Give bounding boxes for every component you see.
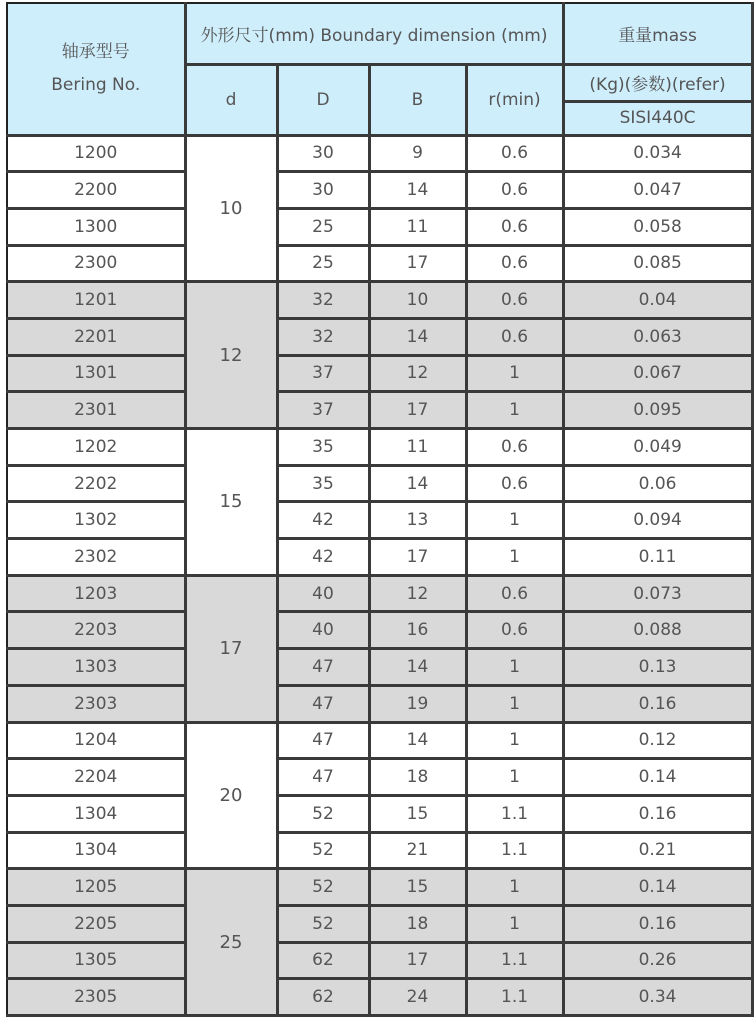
cell-bearing-no: 1200	[7, 135, 185, 172]
cell-width-B: 12	[369, 355, 466, 392]
cell-outer-D: 52	[277, 795, 369, 832]
header-boundary-dimension: 外形尺寸(mm) Boundary dimension (mm)	[185, 3, 563, 64]
header-col-d: d	[185, 64, 277, 135]
cell-outer-D: 47	[277, 759, 369, 796]
cell-outer-D: 47	[277, 649, 369, 686]
table-row	[7, 392, 752, 429]
table-row	[7, 649, 752, 686]
cell-r-min: 1	[466, 905, 563, 942]
cell-outer-D: 35	[277, 429, 369, 466]
cell-width-B: 11	[369, 429, 466, 466]
cell-bearing-no: 1202	[7, 429, 185, 466]
cell-mass: 0.095	[563, 392, 752, 429]
table-row	[7, 208, 752, 245]
header-model-number	[7, 3, 185, 135]
cell-r-min: 0.6	[466, 318, 563, 355]
table-row	[7, 612, 752, 649]
cell-mass: 0.13	[563, 649, 752, 686]
cell-width-B: 16	[369, 612, 466, 649]
cell-mass: 0.16	[563, 905, 752, 942]
cell-r-min: 1	[466, 392, 563, 429]
cell-bearing-no: 2205	[7, 905, 185, 942]
cell-width-B: 18	[369, 759, 466, 796]
cell-outer-D: 37	[277, 355, 369, 392]
cell-mass: 0.094	[563, 502, 752, 539]
table-row	[7, 245, 752, 282]
cell-mass: 0.16	[563, 795, 752, 832]
cell-outer-D: 32	[277, 282, 369, 319]
cell-mass: 0.12	[563, 722, 752, 759]
cell-mass: 0.14	[563, 759, 752, 796]
table-row	[7, 832, 752, 869]
cell-mass: 0.14	[563, 869, 752, 906]
cell-bearing-no: 2302	[7, 539, 185, 576]
table-row	[7, 905, 752, 942]
cell-bearing-no: 1300	[7, 208, 185, 245]
cell-bearing-no: 2200	[7, 172, 185, 209]
cell-outer-D: 47	[277, 722, 369, 759]
cell-r-min: 0.6	[466, 465, 563, 502]
cell-r-min: 0.6	[466, 172, 563, 209]
cell-r-min: 1.1	[466, 795, 563, 832]
cell-r-min: 1	[466, 759, 563, 796]
cell-outer-D: 32	[277, 318, 369, 355]
table-row	[7, 539, 752, 576]
cell-width-B: 15	[369, 795, 466, 832]
table-header	[7, 3, 752, 135]
cell-outer-D: 52	[277, 869, 369, 906]
cell-bearing-no: 1304	[7, 832, 185, 869]
header-col-B: B	[369, 64, 466, 135]
cell-mass: 0.088	[563, 612, 752, 649]
cell-bearing-no: 2203	[7, 612, 185, 649]
cell-mass: 0.04	[563, 282, 752, 319]
cell-outer-D: 40	[277, 575, 369, 612]
cell-bearing-no: 1203	[7, 575, 185, 612]
cell-width-B: 14	[369, 172, 466, 209]
cell-bore-d: 15	[185, 429, 277, 576]
cell-outer-D: 42	[277, 539, 369, 576]
cell-mass: 0.047	[563, 172, 752, 209]
cell-mass: 0.049	[563, 429, 752, 466]
cell-mass: 0.34	[563, 979, 752, 1016]
cell-bearing-no: 2303	[7, 685, 185, 722]
cell-outer-D: 25	[277, 208, 369, 245]
cell-width-B: 10	[369, 282, 466, 319]
cell-outer-D: 52	[277, 832, 369, 869]
table-row	[7, 979, 752, 1016]
cell-mass: 0.073	[563, 575, 752, 612]
table-row	[7, 722, 752, 759]
cell-bearing-no: 1303	[7, 649, 185, 686]
table-row	[7, 502, 752, 539]
cell-r-min: 1.1	[466, 832, 563, 869]
cell-width-B: 13	[369, 502, 466, 539]
header-mass-unit: (Kg)(参数)(refer)	[563, 64, 752, 101]
cell-r-min: 0.6	[466, 135, 563, 172]
cell-mass: 0.16	[563, 685, 752, 722]
table-row	[7, 318, 752, 355]
cell-r-min: 1	[466, 649, 563, 686]
cell-mass: 0.21	[563, 832, 752, 869]
table-row	[7, 869, 752, 906]
cell-width-B: 21	[369, 832, 466, 869]
cell-r-min: 0.6	[466, 208, 563, 245]
table-row	[7, 172, 752, 209]
table-row	[7, 685, 752, 722]
cell-bearing-no: 1201	[7, 282, 185, 319]
cell-bearing-no: 1204	[7, 722, 185, 759]
table-row	[7, 282, 752, 319]
header-model-en: Bering No.	[51, 74, 141, 95]
cell-r-min: 0.6	[466, 282, 563, 319]
cell-r-min: 0.6	[466, 245, 563, 282]
table-row	[7, 575, 752, 612]
cell-outer-D: 30	[277, 172, 369, 209]
cell-mass: 0.26	[563, 942, 752, 979]
cell-bore-d: 25	[185, 869, 277, 1016]
cell-mass: 0.067	[563, 355, 752, 392]
cell-bearing-no: 2301	[7, 392, 185, 429]
header-col-r: r(min)	[466, 64, 563, 135]
cell-r-min: 1	[466, 722, 563, 759]
cell-r-min: 0.6	[466, 575, 563, 612]
cell-width-B: 11	[369, 208, 466, 245]
cell-outer-D: 40	[277, 612, 369, 649]
cell-width-B: 14	[369, 722, 466, 759]
cell-r-min: 1	[466, 355, 563, 392]
cell-width-B: 14	[369, 318, 466, 355]
bearing-spec-table	[6, 2, 754, 1017]
cell-width-B: 14	[369, 649, 466, 686]
cell-r-min: 1.1	[466, 979, 563, 1016]
cell-bearing-no: 1301	[7, 355, 185, 392]
cell-width-B: 24	[369, 979, 466, 1016]
table-row	[7, 942, 752, 979]
cell-bore-d: 20	[185, 722, 277, 869]
cell-outer-D: 52	[277, 905, 369, 942]
cell-r-min: 1	[466, 869, 563, 906]
header-material: SISI440C	[563, 101, 752, 135]
cell-mass: 0.034	[563, 135, 752, 172]
cell-mass: 0.085	[563, 245, 752, 282]
table-row	[7, 355, 752, 392]
cell-r-min: 1.1	[466, 942, 563, 979]
cell-width-B: 19	[369, 685, 466, 722]
cell-bearing-no: 1302	[7, 502, 185, 539]
cell-width-B: 17	[369, 245, 466, 282]
cell-outer-D: 35	[277, 465, 369, 502]
cell-outer-D: 37	[277, 392, 369, 429]
cell-outer-D: 62	[277, 979, 369, 1016]
cell-width-B: 18	[369, 905, 466, 942]
cell-width-B: 14	[369, 465, 466, 502]
cell-outer-D: 62	[277, 942, 369, 979]
cell-width-B: 15	[369, 869, 466, 906]
cell-outer-D: 42	[277, 502, 369, 539]
cell-bearing-no: 1205	[7, 869, 185, 906]
cell-bore-d: 12	[185, 282, 277, 429]
cell-mass: 0.063	[563, 318, 752, 355]
cell-r-min: 1	[466, 685, 563, 722]
cell-mass: 0.11	[563, 539, 752, 576]
cell-outer-D: 30	[277, 135, 369, 172]
cell-r-min: 1	[466, 502, 563, 539]
cell-r-min: 1	[466, 539, 563, 576]
table-row	[7, 135, 752, 172]
cell-bearing-no: 1304	[7, 795, 185, 832]
header-model-cn: 轴承型号	[61, 41, 130, 62]
cell-r-min: 0.6	[466, 429, 563, 466]
cell-outer-D: 25	[277, 245, 369, 282]
cell-width-B: 17	[369, 539, 466, 576]
cell-bearing-no: 2300	[7, 245, 185, 282]
table-row	[7, 465, 752, 502]
cell-bore-d: 10	[185, 135, 277, 282]
cell-width-B: 9	[369, 135, 466, 172]
cell-bore-d: 17	[185, 575, 277, 722]
cell-bearing-no: 1305	[7, 942, 185, 979]
cell-mass: 0.06	[563, 465, 752, 502]
cell-bearing-no: 2201	[7, 318, 185, 355]
cell-width-B: 12	[369, 575, 466, 612]
cell-width-B: 17	[369, 392, 466, 429]
header-mass: 重量mass	[563, 3, 752, 64]
cell-mass: 0.058	[563, 208, 752, 245]
table-row	[7, 429, 752, 466]
cell-outer-D: 47	[277, 685, 369, 722]
cell-bearing-no: 2202	[7, 465, 185, 502]
cell-bearing-no: 2204	[7, 759, 185, 796]
header-col-D: D	[277, 64, 369, 135]
table-row	[7, 759, 752, 796]
cell-r-min: 0.6	[466, 612, 563, 649]
cell-bearing-no: 2305	[7, 979, 185, 1016]
table-body	[7, 135, 752, 1016]
cell-width-B: 17	[369, 942, 466, 979]
table-row	[7, 795, 752, 832]
